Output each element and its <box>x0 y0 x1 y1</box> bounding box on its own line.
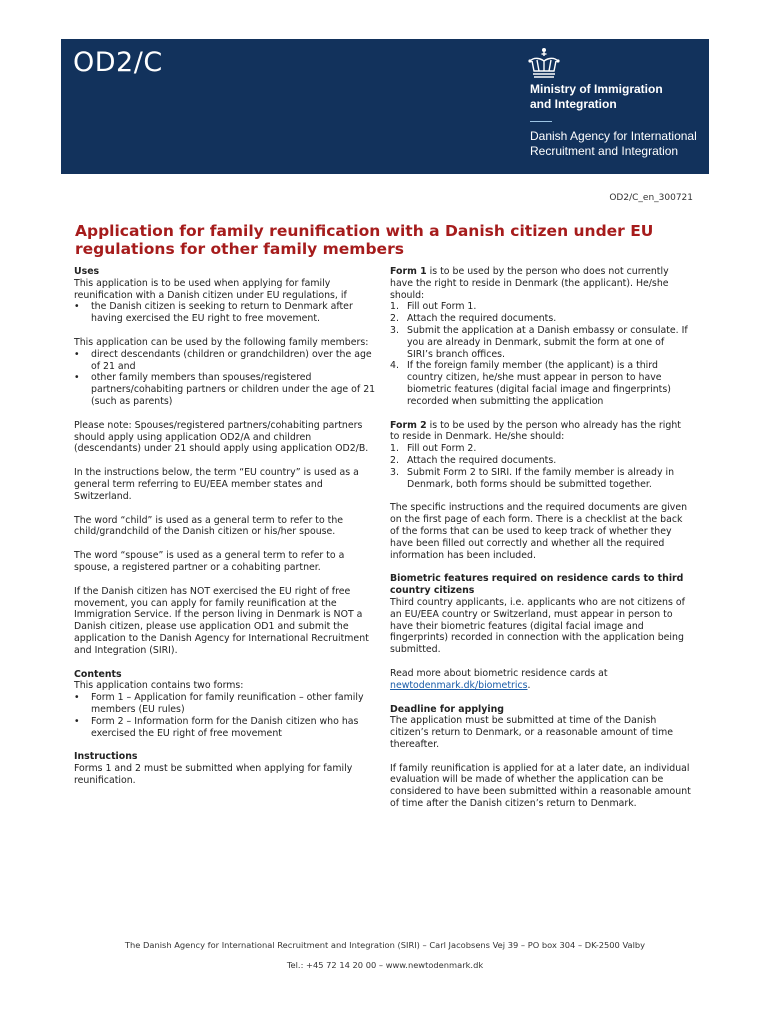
uses-heading: Uses <box>74 266 100 277</box>
uses-paragraph: This application is to be used when applying for family reunification with a Danish citizen under EU regulations, if <box>74 277 347 301</box>
document-reference: OD2/C_en_300721 <box>609 193 693 203</box>
note-paragraph: Please note: Spouses/registered partners/cohabiting partners should apply using application OD2/A and children (descendants) under 21 should apply using application OD2/B. <box>74 419 369 455</box>
list-item: • direct descendants (children or grandchildren) over the age of 21 and <box>74 349 376 373</box>
list-item: 1. Fill out Form 1. <box>390 301 477 313</box>
list-item: 3. Submit the application at a Danish embassy or consulate. If you are already in Denmark, submit the form at one of SIRI’s branch offices. <box>390 324 688 360</box>
uses-list <box>74 301 376 325</box>
instructions-heading: Instructions <box>74 751 138 763</box>
contents-list <box>74 692 376 739</box>
biometric-paragraph: Third country applicants, i.e. applicants who are not citizens of an EU/EEA country or Switzerland, must appear in person to have their biometric features (digital facial image and fingerprints) recorded in connection with the application being submitted. <box>390 596 685 656</box>
deadline-heading: Deadline for applying <box>390 703 504 715</box>
spouse-paragraph: The word “spouse” is used as a general term to refer to a spouse, a registered partner or a cohabiting partner. <box>74 550 345 573</box>
form1-label: Form 1 <box>390 266 427 277</box>
members-paragraph: This application can be used by the following family members: <box>74 336 369 348</box>
contents-heading: Contents <box>74 668 122 680</box>
specific-instructions-paragraph: The specific instructions and the required documents are given on the first page of each form. There is a checklist at the back of the forms that can be used to keep track of whether they have been filled out correctly and whether all the required information has been included. <box>390 502 688 561</box>
biometrics-link[interactable]: newtodenmark.dk/biometrics <box>390 679 528 691</box>
list-item: 2. Attach the required documents. <box>390 454 557 466</box>
later-date-paragraph: If family reunification is applied for at a later date, an individual evaluation will be made of whether the application can be considered to have been submitted within a reasonable amount of time after the Danish citizen’s return to Denmark. <box>390 762 691 810</box>
left-column <box>74 266 376 787</box>
form-code: OD2/C <box>73 47 163 78</box>
list-item: 4. If the foreign family member (the applicant) is a third country citizen, he/she must appear in person to have biometric features (digital facial image and fingerprints) recorded when submitting the application <box>390 360 671 407</box>
members-list <box>74 349 376 408</box>
form1-paragraph: Form 1 is to be used by the person who does not currently have the right to reside in Denmark (the applicant). He/she should: <box>390 266 669 301</box>
footer-address: The Danish Agency for International Recruitment and Integration (SIRI) – Carl Jacobsens Vej 39 – PO box 304 – DK-2500 Valby <box>124 940 646 950</box>
contents-paragraph: This application contains two forms: <box>74 680 244 692</box>
agency-name: Danish Agency for International Recruitment and Integration <box>530 129 697 158</box>
list-item: 2. Attach the required documents. <box>390 313 557 325</box>
form2-paragraph: Form 2 is to be used by the person who already has the right to reside in Denmark. He/she should: <box>390 419 681 443</box>
deadline-paragraph: The application must be submitted at time of the Danish citizen’s return to Denmark, or a reasonable amount of time thereafter. <box>390 715 674 750</box>
list-item: • Form 2 – Information form for the Danish citizen who has exercised the EU right of free movement <box>74 716 376 740</box>
instructions-paragraph: Forms 1 and 2 must be submitted when applying for family reunification. <box>74 763 353 786</box>
list-item: 1. Fill out Form 2. <box>390 443 477 455</box>
list-item: • the Danish citizen is seeking to return to Denmark after having exercised the EU right to free movement. <box>74 301 376 325</box>
divider <box>530 121 552 122</box>
not-exercised-paragraph: If the Danish citizen has NOT exercised the EU right of free movement, you can apply for family reunification at the Immigration Service. If the person living in Denmark is NOT a Danish citizen, please use application OD1 and submit the application to the Danish Agency for International Recruitment and Integration (SIRI). <box>74 585 369 656</box>
footer-contact: Tel.: +45 72 14 20 00 – www.newtodenmark.dk <box>286 960 484 970</box>
list-item: • other family members than spouses/registered partners/cohabiting partners or children under the age of 21 (such as parents) <box>74 372 376 407</box>
form2-label: Form 2 <box>390 419 427 431</box>
child-paragraph: The word “child” is used as a general term to refer to the child/grandchild of the Danish citizen or his/her spouse. <box>74 514 344 538</box>
form1-steps <box>390 301 692 407</box>
right-column <box>390 266 692 810</box>
list-item: 3. Submit Form 2 to SIRI. If the family member is already in Denmark, both forms should be submitted together. <box>390 466 675 490</box>
form2-steps <box>390 443 692 490</box>
header-banner <box>61 39 709 174</box>
crown-icon <box>526 47 562 81</box>
ministry-name: Ministry of Immigration and Integration <box>530 82 663 111</box>
page-title: Application for family reunification with a Danish citizen under EU regulations for other family members <box>75 222 654 258</box>
read-more-paragraph: Read more about biometric residence cards at newtodenmark.dk/biometrics. <box>390 667 608 691</box>
biometric-heading: Biometric features required on residence cards to third country citizens <box>390 573 684 597</box>
list-item: • Form 1 – Application for family reunification – other family members (EU rules) <box>74 692 376 716</box>
eu-country-paragraph: In the instructions below, the term “EU country” is used as a general term referring to EU/EEA member states and Switzerland. <box>74 467 359 502</box>
